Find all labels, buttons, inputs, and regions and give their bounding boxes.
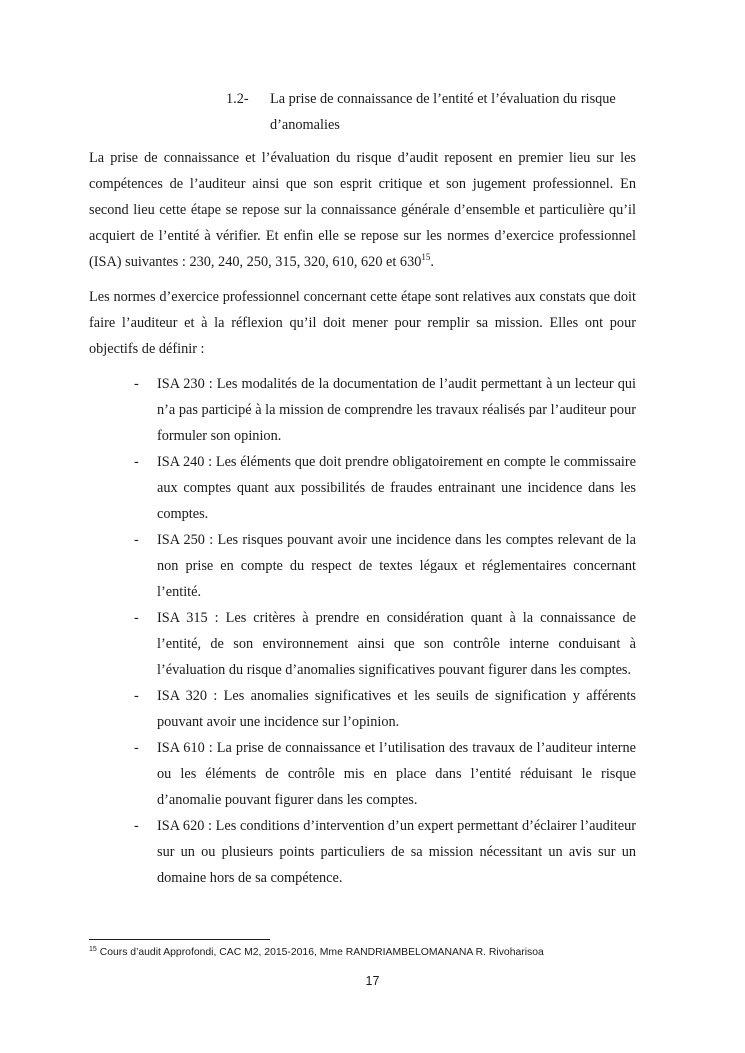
list-item-text: ISA 230 : Les modalités de la documentation de l’audit permettant à un lecteur qui n’a pas participé à la mission de comprendre les travaux réalisés par l’auditeur pour formuler son opinion. <box>157 376 636 444</box>
section-title: La prise de connaissance de l’entité et l’évaluation du risque d’anomalies <box>270 91 616 133</box>
list-item-isa-620 <box>89 813 636 891</box>
list-bullet: - <box>134 610 139 626</box>
list-item-text: ISA 315 : Les critères à prendre en considération quant à la connaissance de l’entité, de son environnement ainsi que son contrôle interne conduisant à l’évaluation du risque d’anomalies significatives pouvant figurer dans les comptes. <box>157 610 636 678</box>
footnote-separator <box>89 939 270 940</box>
list-bullet: - <box>134 454 139 470</box>
list-bullet: - <box>134 740 139 756</box>
list-bullet: - <box>134 818 139 834</box>
footnote-number: 15 <box>89 946 97 953</box>
footnote <box>89 947 649 958</box>
section-number: 1.2- <box>226 91 249 107</box>
list-item-isa-250 <box>89 527 636 605</box>
paragraph-intro <box>89 145 636 275</box>
list-item-isa-230 <box>89 371 636 449</box>
body-text <box>89 145 636 891</box>
section-heading <box>226 86 636 138</box>
list-item-text: ISA 240 : Les éléments que doit prendre obligatoirement en compte le commissaire aux comptes quant aux possibilités de fraudes entrainant une incidence dans les comptes. <box>157 454 636 522</box>
paragraph-intro-text: La prise de connaissance et l’évaluation du risque d’audit reposent en premier lieu sur les compétences de l’auditeur ainsi que son esprit critique et son jugement professionnel. En second lieu cette étape se repose sur la connaissance générale d’ensemble et particulière qu’il acquiert de l’entité à vérifier. Et enfin elle se repose sur les normes d’exercice professionnel (ISA) suivantes : 230, 240, 250, 315, 320, 610, 620 et 630 <box>89 150 636 270</box>
list-item-isa-240 <box>89 449 636 527</box>
paragraph-intro-end: . <box>430 254 434 270</box>
list-item-isa-610 <box>89 735 636 813</box>
list-bullet: - <box>134 376 139 392</box>
list-item-isa-315 <box>89 605 636 683</box>
list-item-text: ISA 620 : Les conditions d’intervention d’un expert permettant d’éclairer l’auditeur sur un ou plusieurs points particuliers de sa mission nécessitant un avis sur un domaine hors de sa compétence. <box>157 818 636 886</box>
footnote-text: Cours d’audit Approfondi, CAC M2, 2015-2016, Mme RANDRIAMBELOMANANA R. Rivoharisoa <box>99 947 544 958</box>
page-number: 17 <box>365 974 380 988</box>
list-item-text: ISA 250 : Les risques pouvant avoir une incidence dans les comptes relevant de la non prise en compte du respect de textes légaux et réglementaires concernant l’entité. <box>157 532 636 600</box>
list-item-text: ISA 610 : La prise de connaissance et l’utilisation des travaux de l’auditeur interne ou les éléments de contrôle mis en place dans l’entité réduisant le risque d’anomalie pouvant figurer dans les comptes. <box>157 740 636 808</box>
isa-list <box>89 371 636 891</box>
list-bullet: - <box>134 688 139 704</box>
list-item-isa-320 <box>89 683 636 735</box>
list-bullet: - <box>134 532 139 548</box>
footnote-reference[interactable]: 15 <box>421 252 431 262</box>
list-item-text: ISA 320 : Les anomalies significatives et les seuils de signification y afférents pouvant avoir une incidence sur l’opinion. <box>157 688 636 730</box>
paragraph-objectives: Les normes d’exercice professionnel concernant cette étape sont relatives aux constats que doit faire l’auditeur et à la réflexion qu’il doit mener pour remplir sa mission. Elles ont pour objectifs de définir : <box>89 289 636 357</box>
